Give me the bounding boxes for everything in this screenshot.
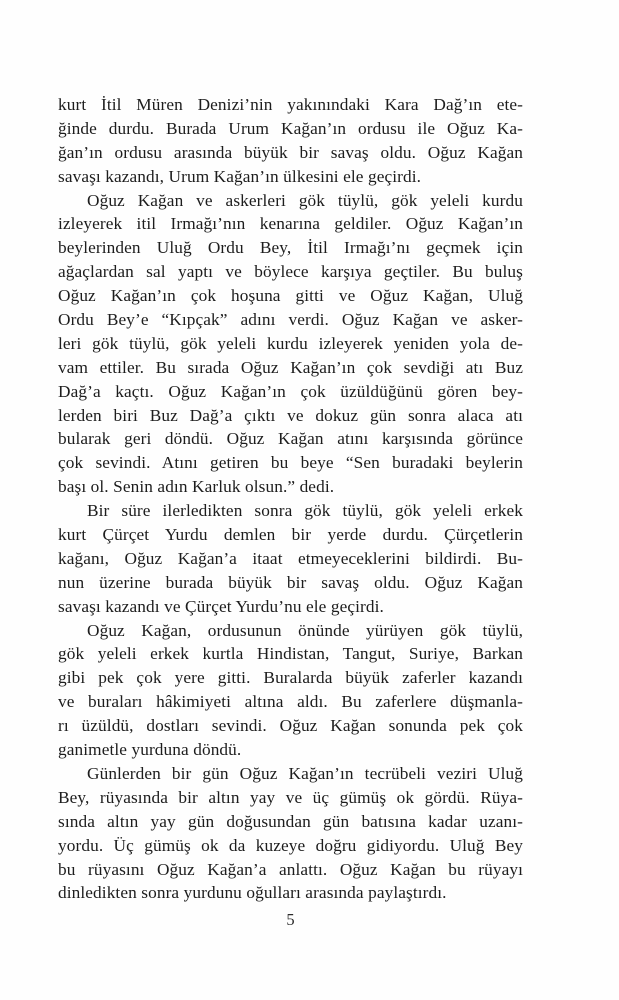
text-line: kurt Çürçet Yurdu demlen bir yerde durdu. Çürçetlerin [58,525,523,545]
text-line: savaşı kazandı ve Çürçet Yurdu’nu ele geçirdi. [58,596,384,616]
text-line: çok sevindi. Atını getiren bu beye “Sen buradaki beylerin [58,453,523,473]
page-footer [58,908,523,932]
text-line: başı ol. Senin adın Karluk olsun.” dedi. [58,477,335,497]
text-block [58,93,523,905]
text-line: kağanı, Oğuz Kağan’a itaat etmeyeceklerini bildirdi. Bu- [58,548,523,568]
text-line: dinledikten sonra yurdunu oğulları arasında paylaştırdı. [58,883,447,903]
text-line: Bir süre ilerledikten sonra gök tüylü, gök yeleli erkek [87,501,523,521]
text-line: beylerinden Uluğ Ordu Bey, İtil Irmağı’nı geçmek için [58,238,523,258]
text-line: leri gök tüylü, gök yeleli kurdu izleyerek yeniden yola de- [58,333,523,353]
text-line: nun üzerine burada büyük bir savaş oldu. Oğuz Kağan [58,572,523,592]
text-line: kurt İtil Müren Denizi’nin yakınındaki Kara Dağ’ın ete- [58,95,523,114]
text-line: vam ettiler. Bu sırada Oğuz Kağan’ın çok sevdiği atı Buz [58,357,523,377]
text-line: lerden biri Buz Dağ’a çıktı ve dokuz gün sonra alaca atı [58,405,523,425]
paragraph [58,93,523,189]
text-line: ganimetle yurduna döndü. [58,740,242,760]
text-line: bu rüyasını Oğuz Kağan’a anlattı. Oğuz Kağan bu rüyayı [58,859,523,879]
paragraph [58,189,523,500]
text-line: ğinde durdu. Burada Urum Kağan’ın ordusu ile Oğuz Ka- [58,118,523,138]
text-line: Bey, rüyasında bir altın yay ve üç gümüş ok gördü. Rüya- [58,787,523,807]
paragraph [58,619,523,762]
paragraph [58,499,523,618]
text-line: Oğuz Kağan’ın çok hoşuna gitti ve Oğuz Kağan, Uluğ [58,286,523,306]
text-line: Dağ’a kaçtı. Oğuz Kağan’ın çok üzüldüğünü gören bey- [58,381,523,401]
text-line: rı üzüldü, dostları sevindi. Oğuz Kağan sonunda pek çok [58,716,523,736]
text-line: ve buraları hâkimiyeti altına aldı. Bu zaferlere düşmanla- [58,692,523,712]
page-number: 5 [286,910,295,929]
text-line: Oğuz Kağan ve askerleri gök tüylü, gök yeleli kurdu [87,190,523,210]
text-line: Günlerden bir gün Oğuz Kağan’ın tecrübeli veziri Uluğ [87,763,523,783]
text-line: Oğuz Kağan, ordusunun önünde yürüyen gök tüylü, [87,620,523,640]
text-line: sında altın yay gün doğusundan gün batısına kadar uzanı- [58,811,523,831]
paragraph [58,762,523,905]
text-line: savaşı kazandı, Urum Kağan’ın ülkesini ele geçirdi. [58,166,422,186]
text-line: bularak geri döndü. Oğuz Kağan atını karşısında görünce [58,429,523,449]
text-line: gök yeleli erkek kurtla Hindistan, Tangut, Suriye, Barkan [58,644,523,664]
text-line: izleyerek itil Irmağı’nın kenarına geldiler. Oğuz Kağan’ın [58,214,523,234]
text-line: Ordu Bey’e “Kıpçak” adını verdi. Oğuz Kağan ve asker- [58,310,523,330]
text-line: yordu. Üç gümüş ok da kuzeye doğru gidiyordu. Uluğ Bey [58,835,523,855]
text-line: ğan’ın ordusu arasında büyük bir savaş oldu. Oğuz Kağan [58,142,523,162]
text-line: ağaçlardan sal yaptı ve böylece karşıya geçtiler. Bu buluş [58,262,523,282]
text-line: gibi pek çok yere gitti. Buralarda büyük zaferler kazandı [58,668,523,688]
